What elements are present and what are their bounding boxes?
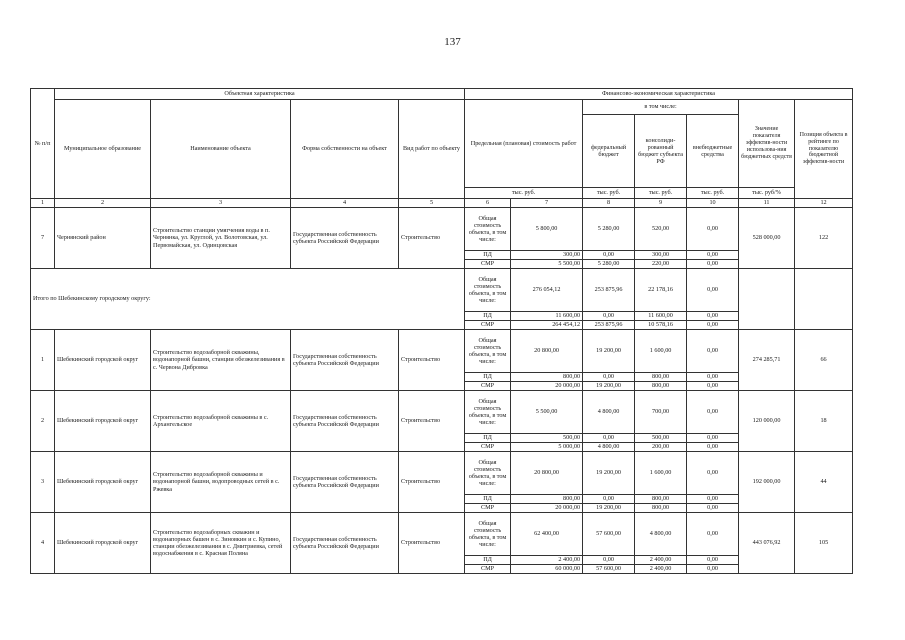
label-total-cost: Общая стоимость объекта, в том числе: (465, 208, 511, 251)
row-object: Строительство станции умягчения воды в п. Чернянка, ул. Круглой, ул. Волотовская, ул. Первомайская, ул. Одинцовская (151, 208, 291, 269)
value-cost: 276 054,12 (511, 269, 583, 312)
col-number: 10 (687, 199, 739, 208)
value-consolidated: 800,00 (635, 495, 687, 504)
row-rating: 18 (795, 391, 853, 452)
header-rating: Позиция объекта в рейтинге по показателю бюджетной эффектив-ности (795, 100, 853, 199)
row-no: 7 (31, 208, 55, 269)
label-pd: ПД (465, 556, 511, 565)
value-federal: 4 800,00 (583, 443, 635, 452)
value-federal: 0,00 (583, 251, 635, 260)
unit-efficiency: тыс. руб/% (739, 188, 795, 199)
value-cost: 20 000,00 (511, 504, 583, 513)
row-rating: 44 (795, 452, 853, 513)
header-consolidated: консолиди-рованный бюджет субъекта РФ (635, 115, 687, 188)
value-cost: 500,00 (511, 434, 583, 443)
header-efficiency: Значение показателя эффектив-ности использова-ния бюджетных средств (739, 100, 795, 188)
row-works: Строительство (399, 452, 465, 513)
label-smr: СМР (465, 260, 511, 269)
row-municipality: Чернянский район (55, 208, 151, 269)
row-works: Строительство (399, 391, 465, 452)
row-rating: 105 (795, 513, 853, 574)
row-no: 2 (31, 391, 55, 452)
header-in-total: в том числе: (583, 100, 739, 115)
row-object: Строительство водозаборных скважин и водонапорных башен в с. Зиновкин и с. Купино, станции обезжелезивания в с. Дмитриевка, сетей водоснабжения в с. Красная Поляна (151, 513, 291, 574)
value-cost: 20 800,00 (511, 452, 583, 495)
value-offbudget: 0,00 (687, 269, 739, 312)
value-cost: 62 400,00 (511, 513, 583, 556)
value-federal: 5 280,00 (583, 208, 635, 251)
row-efficiency: 443 076,92 (739, 513, 795, 574)
value-cost: 20 000,00 (511, 382, 583, 391)
row-ownership: Государственная собственность субъекта Российской Федерации (291, 452, 399, 513)
col-number: 12 (795, 199, 853, 208)
row-municipality: Шебекинский городской округ (55, 391, 151, 452)
value-offbudget: 0,00 (687, 565, 739, 574)
row-object: Строительство водозаборной скважины, водонапорной башни, станции обезжелезивания в с. Червона Дибровка (151, 330, 291, 391)
row-works: Строительство (399, 208, 465, 269)
label-pd: ПД (465, 434, 511, 443)
unit-offbudget: тыс. руб. (687, 188, 739, 199)
col-number: 2 (55, 199, 151, 208)
value-offbudget: 0,00 (687, 312, 739, 321)
label-total-cost: Общая стоимость объекта, в том числе: (465, 513, 511, 556)
value-consolidated: 700,00 (635, 391, 687, 434)
value-cost: 300,00 (511, 251, 583, 260)
table-row (31, 330, 853, 373)
row-ownership: Государственная собственность субъекта Российской Федерации (291, 208, 399, 269)
value-consolidated: 800,00 (635, 504, 687, 513)
label-total-cost: Общая стоимость объекта, в том числе: (465, 269, 511, 312)
value-federal: 253 875,96 (583, 269, 635, 312)
col-number: 7 (511, 199, 583, 208)
unit-cost: тыс. руб. (465, 188, 583, 199)
row-efficiency: 274 285,71 (739, 330, 795, 391)
value-offbudget: 0,00 (687, 504, 739, 513)
value-cost: 5 800,00 (511, 208, 583, 251)
row-works: Строительство (399, 330, 465, 391)
subtotal-efficiency-empty (739, 269, 795, 330)
label-pd: ПД (465, 495, 511, 504)
row-efficiency: 192 000,00 (739, 452, 795, 513)
value-consolidated: 10 578,16 (635, 321, 687, 330)
value-federal: 19 200,00 (583, 452, 635, 495)
col-number: 3 (151, 199, 291, 208)
value-consolidated: 500,00 (635, 434, 687, 443)
label-total-cost: Общая стоимость объекта, в том числе: (465, 391, 511, 434)
value-offbudget: 0,00 (687, 260, 739, 269)
value-offbudget: 0,00 (687, 321, 739, 330)
value-consolidated: 520,00 (635, 208, 687, 251)
row-rating: 122 (795, 208, 853, 269)
col-number: 1 (31, 199, 55, 208)
value-federal: 0,00 (583, 556, 635, 565)
row-efficiency: 120 000,00 (739, 391, 795, 452)
value-consolidated: 200,00 (635, 443, 687, 452)
value-offbudget: 0,00 (687, 556, 739, 565)
value-consolidated: 220,00 (635, 260, 687, 269)
col-number: 4 (291, 199, 399, 208)
row-ownership: Государственная собственность субъекта Российской Федерации (291, 391, 399, 452)
header-object-group: Объектная характеристика (55, 89, 465, 100)
value-consolidated: 2 400,00 (635, 565, 687, 574)
page-number: 137 (444, 36, 461, 48)
row-municipality: Шебекинский городской округ (55, 513, 151, 574)
value-federal: 253 875,96 (583, 321, 635, 330)
row-object: Строительство водозаборной скважины и водонапорной башни, водопроводных сетей в с. Ржевка (151, 452, 291, 513)
value-cost: 60 000,00 (511, 565, 583, 574)
value-offbudget: 0,00 (687, 495, 739, 504)
header-object-name: Наименование объекта (151, 100, 291, 199)
value-federal: 0,00 (583, 312, 635, 321)
value-cost: 800,00 (511, 373, 583, 382)
row-municipality: Шебекинский городской округ (55, 452, 151, 513)
row-object: Строительство водозаборной скважины в с. Архангельское (151, 391, 291, 452)
value-offbudget: 0,00 (687, 513, 739, 556)
value-offbudget: 0,00 (687, 382, 739, 391)
value-offbudget: 0,00 (687, 434, 739, 443)
label-smr: СМР (465, 382, 511, 391)
label-smr: СМР (465, 565, 511, 574)
label-total-cost: Общая стоимость объекта, в том числе: (465, 330, 511, 373)
value-consolidated: 800,00 (635, 373, 687, 382)
unit-federal: тыс. руб. (583, 188, 635, 199)
value-federal: 4 800,00 (583, 391, 635, 434)
value-federal: 5 280,00 (583, 260, 635, 269)
value-cost: 5 500,00 (511, 391, 583, 434)
value-cost: 264 454,12 (511, 321, 583, 330)
value-offbudget: 0,00 (687, 330, 739, 373)
row-efficiency: 528 000,00 (739, 208, 795, 269)
value-offbudget: 0,00 (687, 452, 739, 495)
header-works: Вид работ по объекту (399, 100, 465, 199)
value-consolidated: 300,00 (635, 251, 687, 260)
subtotal-label: Итого по Шебекинскому городскому округу: (31, 269, 465, 330)
unit-consolidated: тыс. руб. (635, 188, 687, 199)
col-number: 5 (399, 199, 465, 208)
table-row (31, 513, 853, 556)
value-offbudget: 0,00 (687, 251, 739, 260)
subtotal-rating-empty (795, 269, 853, 330)
header-finance-group: Финансово-экономическая характеристика (465, 89, 853, 100)
value-cost: 20 800,00 (511, 330, 583, 373)
value-federal: 0,00 (583, 495, 635, 504)
row-no: 1 (31, 330, 55, 391)
value-federal: 0,00 (583, 434, 635, 443)
value-cost: 800,00 (511, 495, 583, 504)
value-cost: 11 600,00 (511, 312, 583, 321)
value-consolidated: 4 800,00 (635, 513, 687, 556)
value-consolidated: 22 178,16 (635, 269, 687, 312)
row-works: Строительство (399, 513, 465, 574)
register-table (30, 88, 853, 574)
value-consolidated: 1 600,00 (635, 452, 687, 495)
value-cost: 5 000,00 (511, 443, 583, 452)
row-no: 3 (31, 452, 55, 513)
header-municipality: Муниципальное образование (55, 100, 151, 199)
row-municipality: Шебекинский городской округ (55, 330, 151, 391)
value-consolidated: 2 400,00 (635, 556, 687, 565)
value-consolidated: 11 600,00 (635, 312, 687, 321)
value-offbudget: 0,00 (687, 391, 739, 434)
table-row (31, 452, 853, 495)
header-federal: федеральный бюджет (583, 115, 635, 188)
label-smr: СМР (465, 321, 511, 330)
col-number: 11 (739, 199, 795, 208)
col-number: 9 (635, 199, 687, 208)
value-offbudget: 0,00 (687, 208, 739, 251)
header-no: № п/п (31, 89, 55, 199)
value-consolidated: 1 600,00 (635, 330, 687, 373)
value-offbudget: 0,00 (687, 443, 739, 452)
label-pd: ПД (465, 373, 511, 382)
value-federal: 19 200,00 (583, 382, 635, 391)
label-smr: СМР (465, 443, 511, 452)
header-offbudget: внебюджетные средства (687, 115, 739, 188)
header-ownership: Форма собственности на объект (291, 100, 399, 199)
row-no: 4 (31, 513, 55, 574)
row-rating: 66 (795, 330, 853, 391)
value-cost: 5 500,00 (511, 260, 583, 269)
subtotal-row (31, 269, 853, 312)
table-row (31, 208, 853, 251)
value-consolidated: 800,00 (635, 382, 687, 391)
value-federal: 57 600,00 (583, 565, 635, 574)
label-pd: ПД (465, 251, 511, 260)
label-total-cost: Общая стоимость объекта, в том числе: (465, 452, 511, 495)
value-federal: 0,00 (583, 373, 635, 382)
value-cost: 2 400,00 (511, 556, 583, 565)
col-number: 6 (465, 199, 511, 208)
col-number: 8 (583, 199, 635, 208)
value-federal: 19 200,00 (583, 504, 635, 513)
value-offbudget: 0,00 (687, 373, 739, 382)
label-smr: СМР (465, 504, 511, 513)
label-pd: ПД (465, 312, 511, 321)
value-federal: 19 200,00 (583, 330, 635, 373)
header-cost: Предельная (плановая) стоимость работ (465, 100, 583, 188)
row-ownership: Государственная собственность субъекта Российской Федерации (291, 330, 399, 391)
table-row (31, 391, 853, 434)
row-ownership: Государственная собственность субъекта Российской Федерации (291, 513, 399, 574)
value-federal: 57 600,00 (583, 513, 635, 556)
